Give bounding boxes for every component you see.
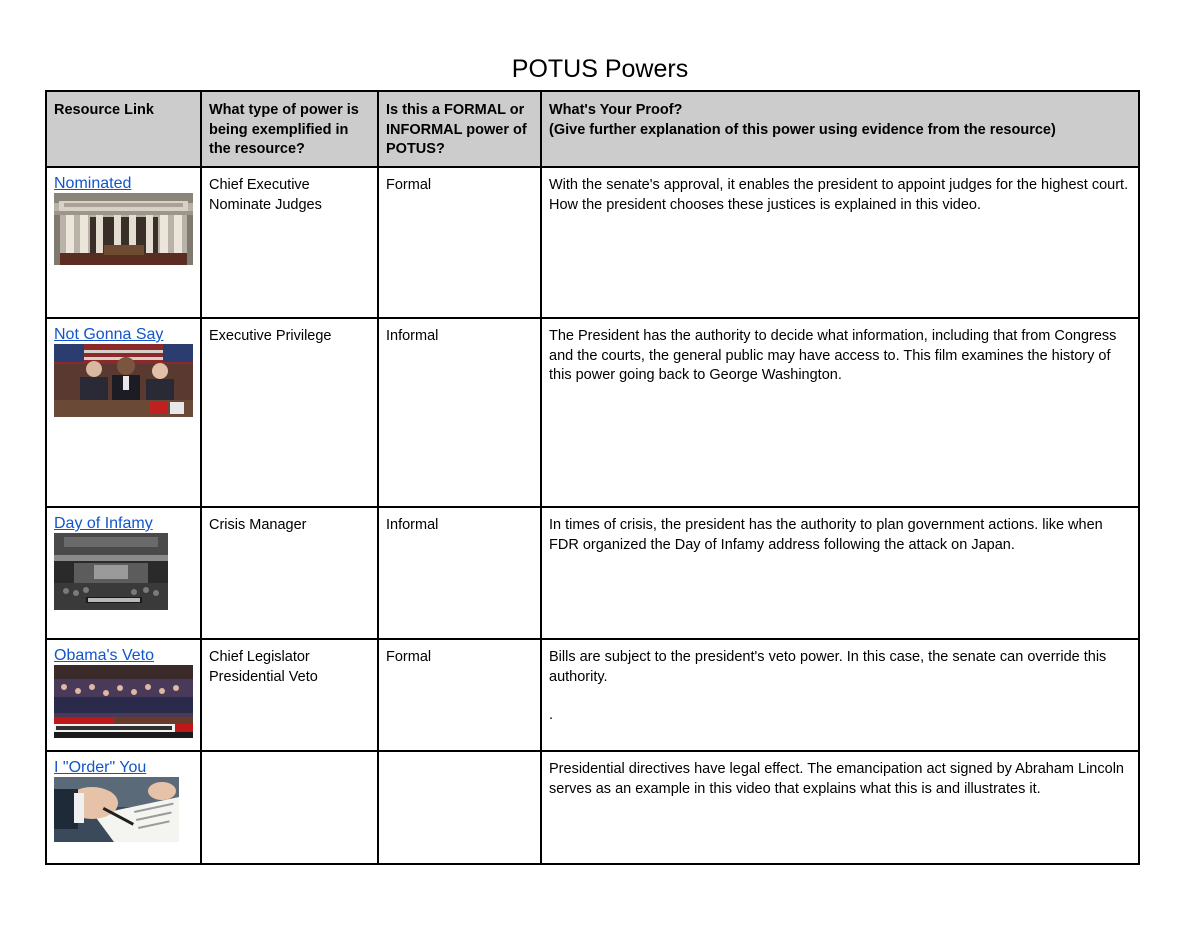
resource-link-day-of-infamy[interactable]: Day of Infamy [54, 515, 153, 532]
supreme-court-interior-thumbnail[interactable] [54, 193, 193, 265]
fdr-address-newsreel-thumbnail[interactable] [54, 533, 168, 610]
president-address-congress-thumbnail[interactable] [54, 344, 193, 417]
proof-paragraph: Bills are subject to the president's veto power. In this case, the senate can override this authority. [549, 649, 1107, 685]
power-type-cell [201, 751, 378, 864]
power-type-cell [201, 318, 378, 507]
resource-cell [46, 318, 201, 507]
resource-link-obamas-veto[interactable]: Obama's Veto [54, 647, 154, 664]
power-type-cell [201, 167, 378, 318]
proof-cell: In times of crisis, the president has the authority to plan government actions. like when FDR organized the Day of Infamy address following the attack on Japan. [541, 507, 1139, 639]
power-type-cell [201, 507, 378, 639]
resource-cell [46, 167, 201, 318]
power-type-line: Executive Privilege [209, 328, 332, 344]
table-header-row [46, 91, 1139, 167]
formality-cell [378, 751, 541, 864]
table-row [46, 751, 1139, 864]
proof-cell: Presidential directives have legal effect. The emancipation act signed by Abraham Lincoln serves as an example in this video that explains what this is and illustrates it. [541, 751, 1139, 864]
formality-cell: Informal [378, 318, 541, 507]
formality-cell: Formal [378, 639, 541, 751]
page-title: POTUS Powers [511, 55, 689, 83]
senate-floor-news-thumbnail[interactable] [54, 665, 193, 738]
resource-link-i-order-you[interactable]: I "Order" You [54, 759, 147, 776]
power-type-cell [201, 639, 378, 751]
table-row [46, 507, 1139, 639]
table-row [46, 167, 1139, 318]
power-type-line: Crisis Manager [209, 517, 307, 533]
resource-link-nominated[interactable]: Nominated [54, 175, 132, 192]
resource-cell [46, 751, 201, 864]
power-type-line: Nominate Judges [209, 196, 322, 213]
power-type-line: Presidential Veto [209, 668, 318, 685]
formality-cell: Informal [378, 507, 541, 639]
proof-paragraph: . [549, 707, 554, 723]
signing-document-thumbnail[interactable] [54, 777, 179, 842]
resource-link-not-gonna-say[interactable]: Not Gonna Say [54, 326, 164, 343]
proof-cell: The President has the authority to decide what information, including that from Congress and the courts, the general public may have access to. This film examines the history of this power going back to George Washington. [541, 318, 1139, 507]
proof-cell: With the senate's approval, it enables the president to appoint judges for the highest court. How the president chooses these justices is explained in this video. [541, 167, 1139, 318]
header-resource-link: Resource Link [46, 91, 201, 167]
proof-cell [541, 639, 1139, 751]
table-row [46, 639, 1139, 751]
table-row [46, 318, 1139, 507]
power-type-line: Chief Executive [209, 177, 310, 193]
resource-cell [46, 639, 201, 751]
potus-powers-table [45, 90, 1140, 865]
header-power-type: What type of power is being exemplified in the resource? [201, 91, 378, 167]
resource-cell [46, 507, 201, 639]
power-type-line: Chief Legislator [209, 649, 310, 665]
formality-cell: Formal [378, 167, 541, 318]
header-proof: What's Your Proof? (Give further explanation of this power using evidence from the resource) [541, 91, 1139, 167]
header-formality: Is this a FORMAL or INFORMAL power of POTUS? [378, 91, 541, 167]
